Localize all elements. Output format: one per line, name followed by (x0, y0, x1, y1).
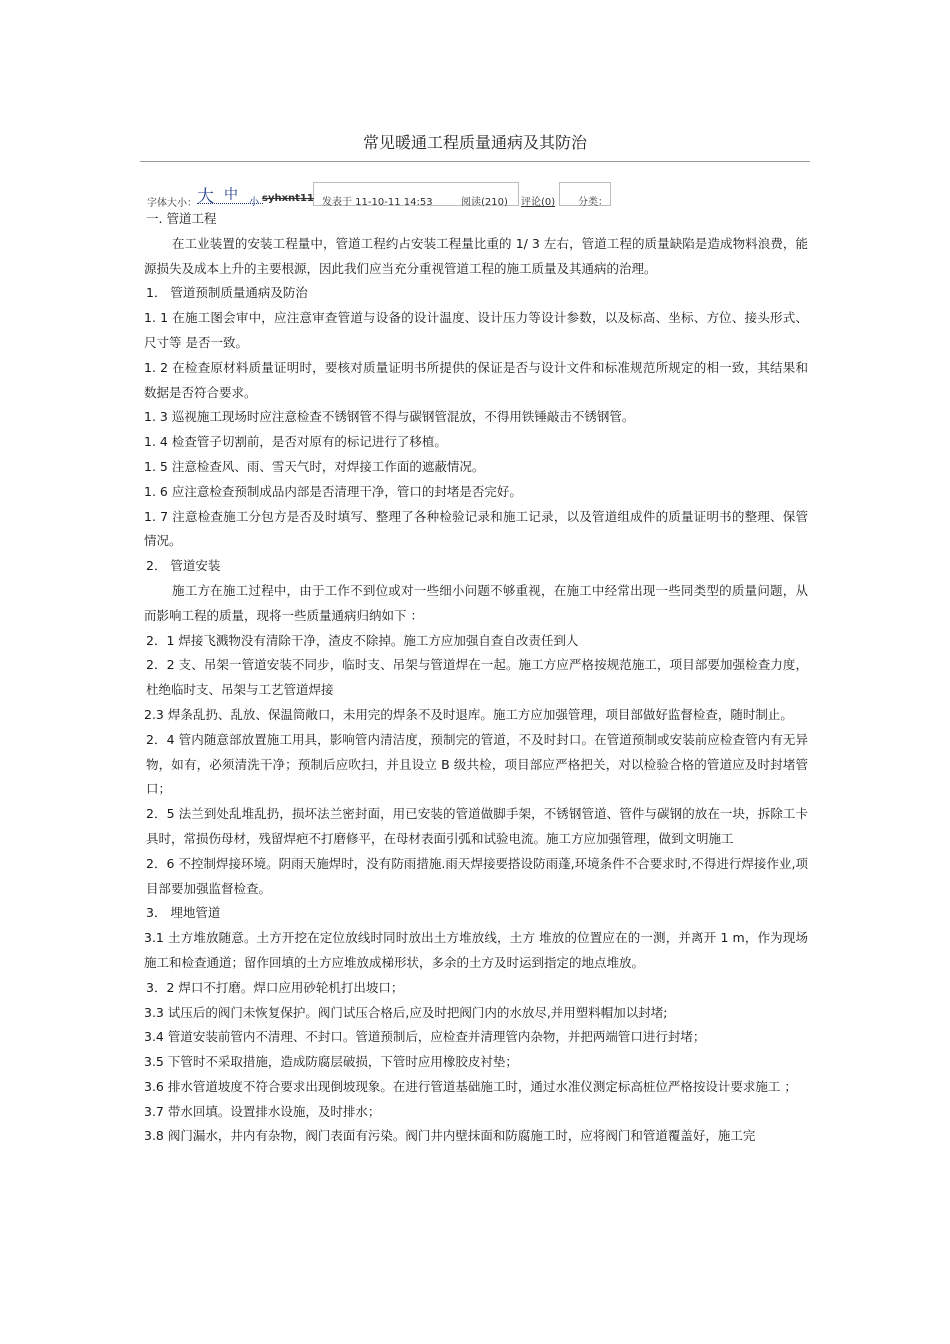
font-size-underline (197, 203, 263, 204)
paragraph: 3.4 管道安装前管内不清理、不封口。管道预制后，应检查并清理管内杂物，并把两端管口进行封堵； (144, 1029, 706, 1045)
article-meta-bar (147, 182, 827, 209)
paragraph: 1. 5 注意检查风、雨、雪天气时，对焊接工作面的遮蔽情况。 (144, 458, 485, 474)
comment-count-link[interactable]: 评论(0) (521, 197, 556, 208)
subsection-heading: 3． 埋地管道 (146, 905, 221, 921)
paragraph: 1. 3 巡视施工现场时应注意检查不锈钢管不得与碳钢管混放，不得用铁锤敲击不锈钢管。 (144, 409, 635, 425)
section-heading: 一. 管道工程 (146, 211, 217, 226)
subsection-heading: 1． 管道预制质量通病及防治 (146, 285, 308, 301)
font-size-label: 字体大小： (147, 198, 197, 209)
font-size-small-link[interactable]: 小 (249, 197, 259, 208)
paragraph: 2．5 法兰到处乱堆乱扔，损坏法兰密封面，用已安装的管道做脚手架，不锈钢管道、管件与碳钢的放在一块，拆除工卡具时，常损伤母材，残留焊疤不打磨修平，在母材表面引弧和试验电流。施工方应加强管理，做到文明施工 (146, 806, 808, 846)
paragraph: 3.3 试压后的阀门未恢复保护。阀门试压合格后,应及时把阀门内的水放尽,并用塑料帽加以封堵; (144, 1004, 668, 1020)
paragraph: 1. 2 在检查原材料质量证明时，要核对质量证明书所提供的保证是否与设计文件和标准规范所规定的相一致，其结果和数据是否符合要求。 (144, 359, 808, 400)
paragraph: 3.6 排水管道坡度不符合要求出现倒坡现象。在进行管道基础施工时，通过水准仪测定标高桩位严格按设计要求施工 ； (144, 1078, 797, 1094)
article-body (144, 207, 808, 1149)
font-size-medium-link[interactable]: 中 (224, 187, 238, 203)
paragraph: 施工方在施工过程中，由于工作不到位或对一些细小问题不够重视，在施工中经常出现一些同类型的质量问题，从而影响工程的质量，现将一些质量通病归纳如下 ： (144, 582, 808, 623)
paragraph: 2.3 焊条乱扔、乱放、保温筒敞口，未用完的焊条不及时退库。施工方应加强管理，项目部做好监督检查，随时制止。 (144, 706, 793, 722)
font-size-large-link[interactable]: 大 (197, 187, 214, 207)
category-label: 分类： (578, 197, 608, 208)
paragraph: 1. 7 注意检查施工分包方是否及时填写、整理了各种检验记录和施工记录，以及管道组成件的质量证明书的整理、保管情况。 (144, 508, 808, 549)
title-divider (140, 161, 810, 162)
paragraph: 3.1 土方堆放随意。土方开挖在定位放线时同时放出土方堆放线，土方 堆放的位置应在的一测，并离开 1 m，作为现场施工和检查通道；留作回填的土方应堆放成梯形状，多余的土方及时运到指定的地点堆放。 (144, 930, 808, 970)
paragraph: 1. 1 在施工图会审中，应注意审查管道与设备的设计温度、设计压力等设计参数，以及标高、坐标、方位、接头形式、尺寸等 是否一致。 (144, 310, 808, 350)
paragraph: 3.8 阀门漏水，井内有杂物，阀门表面有污染。阀门井内壁抹面和防腐施工时，应将阀门和管道覆盖好，施工完 (144, 1128, 756, 1144)
subsection-heading: 2． 管道安装 (146, 558, 221, 574)
paragraph: 2．4 管内随意部放置施工用具，影响管内清洁度，预制完的管道，不及时封口。在管道预制或安装前应检查管内有无异物，如有，必须清洗干净；预制后应吹扫，并且设立 B 级共检，项目部应严格把关，对以检验合格的管道应及时封堵管口； (146, 731, 808, 797)
paragraph: 1. 6 应注意检查预制成品内部是否清理干净，管口的封堵是否完好。 (144, 483, 522, 499)
paragraph: 在工业装置的安装工程量中，管道工程约占安装工程量比重的 1/ 3 左右，管道工程的质量缺陷是造成物料浪费，能源损失及成本上升的主要根源，因此我们应当充分重视管道工程的施工质量及其通病的治理。 (144, 235, 808, 276)
read-count: 阅读(210) (461, 197, 508, 208)
paragraph: 2．1 焊接飞溅物没有清除干净，渣皮不除掉。施工方应加强自查自改责任到人 (146, 632, 579, 648)
paragraph: 3．2 焊口不打磨。焊口应用砂轮机打出坡口； (146, 979, 404, 995)
document-title: 常见暖通工程质量通病及其防治 (362, 133, 587, 152)
paragraph: 3.5 下管时不采取措施，造成防腐层破损，下管时应用橡胶皮衬垫； (144, 1054, 518, 1070)
paragraph: 2．6 不控制焊接环境。阴雨天施焊时，没有防雨措施.雨天焊接要搭设防雨蓬,环境条件不合要求时,不得进行焊接作业,项目部要加强监督检查。 (146, 855, 808, 896)
paragraph: 1. 4 检查管子切割前，是否对原有的标记进行了移植。 (144, 434, 447, 450)
published-date: 发表于 11-10-11 14:53 (322, 197, 433, 208)
paragraph: 3.7 带水回填。设置排水设施，及时排水； (144, 1103, 381, 1119)
paragraph: 2．2 支、吊架一管道安装不同步，临时支、吊架与管道焊在一起。施工方应严格按规范施工，项目部要加强检查力度，杜绝临时支、吊架与工艺管道焊接 (146, 657, 808, 698)
author-link[interactable]: syhxnt11 (262, 193, 314, 204)
